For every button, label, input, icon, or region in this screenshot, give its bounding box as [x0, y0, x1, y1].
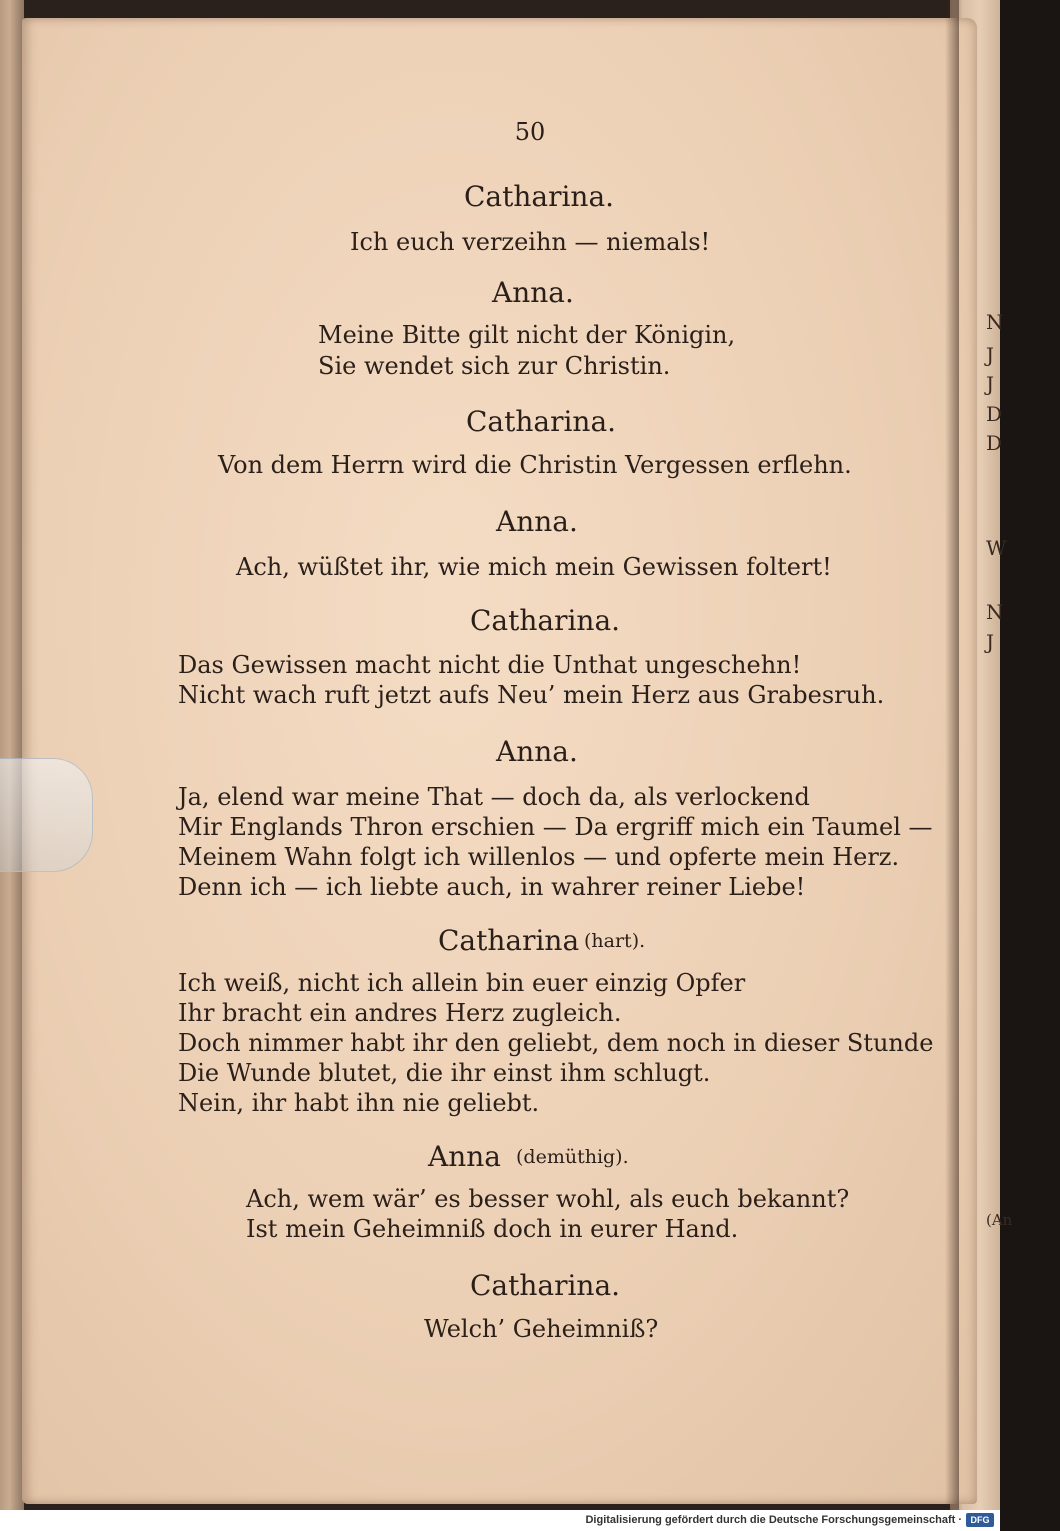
- dialogue-line: Von dem Herrn wird die Christin Vergessen erflehn.: [218, 451, 852, 479]
- margin-bleed-char: J: [986, 372, 995, 396]
- margin-bleed-char: J: [986, 343, 995, 367]
- dialogue-line: Meinem Wahn folgt ich willenlos — und opferte mein Herz.: [178, 843, 900, 871]
- dialogue-line: Ach, wem wär’ es besser wohl, als euch bekannt?: [246, 1185, 850, 1213]
- stage-direction: (demüthig).: [516, 1146, 629, 1168]
- margin-bleed-char: J: [986, 630, 995, 654]
- dialogue-line: Ihr bracht ein andres Herz zugleich.: [178, 999, 622, 1027]
- dialogue-line: Welch’ Geheimniß?: [424, 1315, 659, 1343]
- plastic-page-clip: [0, 758, 93, 872]
- dialogue-line: Die Wunde blutet, die ihr einst ihm schlugt.: [178, 1059, 711, 1087]
- speaker-name: Catharina.: [464, 180, 615, 213]
- speaker-name: Anna.: [496, 735, 578, 768]
- margin-bleed-char: (An: [986, 1211, 1013, 1229]
- dialogue-line: Nein, ihr habt ihn nie geliebt.: [178, 1089, 540, 1117]
- page-number: 50: [514, 118, 546, 146]
- margin-bleed-char: W: [986, 536, 1007, 560]
- dialogue-line: Ich euch verzeihn — niemals!: [350, 228, 711, 256]
- footer-bar: [0, 1510, 1000, 1531]
- dialogue-line: Denn ich — ich liebte auch, in wahrer reiner Liebe!: [178, 873, 806, 901]
- dialogue-line: Nicht wach ruft jetzt aufs Neu’ mein Herz aus Grabesruh.: [178, 681, 885, 709]
- gutter-shadow: [945, 0, 959, 1510]
- speaker-name: Catharina.: [466, 405, 617, 438]
- margin-bleed-char: N: [986, 310, 1004, 334]
- speaker-name: Catharina: [438, 924, 580, 957]
- footer-credit: Digitalisierung gefördert durch die Deutsche Forschungsgemeinschaft ·: [585, 1514, 962, 1526]
- speaker-name: Catharina.: [470, 604, 621, 637]
- speaker-name: Catharina.: [470, 1269, 621, 1302]
- speaker-name: Anna.: [492, 276, 574, 309]
- dialogue-line: Meine Bitte gilt nicht der Königin,: [318, 321, 736, 349]
- dfg-logo: DFG: [966, 1513, 994, 1527]
- book-left-edge: [0, 0, 24, 1510]
- dialogue-line: Ich weiß, nicht ich allein bin euer einzig Opfer: [178, 969, 746, 997]
- speaker-name: Anna: [428, 1140, 501, 1173]
- margin-bleed-char: D: [986, 431, 1003, 455]
- dialogue-line: Ist mein Geheimniß doch in eurer Hand.: [246, 1215, 739, 1243]
- dialogue-line: Sie wendet sich zur Christin.: [318, 352, 671, 380]
- margin-bleed-char: N: [986, 600, 1004, 624]
- dialogue-line: Das Gewissen macht nicht die Unthat ungeschehn!: [178, 651, 802, 679]
- dialogue-line: Ja, elend war meine That — doch da, als verlockend: [178, 783, 810, 811]
- speaker-name: Anna.: [496, 505, 578, 538]
- margin-bleed-char: D: [986, 402, 1003, 426]
- dialogue-line: Ach, wüßtet ihr, wie mich mein Gewissen foltert!: [236, 553, 832, 581]
- dialogue-line: Mir Englands Thron erschien — Da ergriff mich ein Taumel —: [178, 813, 933, 841]
- stage-direction: (hart).: [584, 930, 646, 952]
- dialogue-line: Doch nimmer habt ihr den geliebt, dem noch in dieser Stunde: [178, 1029, 934, 1057]
